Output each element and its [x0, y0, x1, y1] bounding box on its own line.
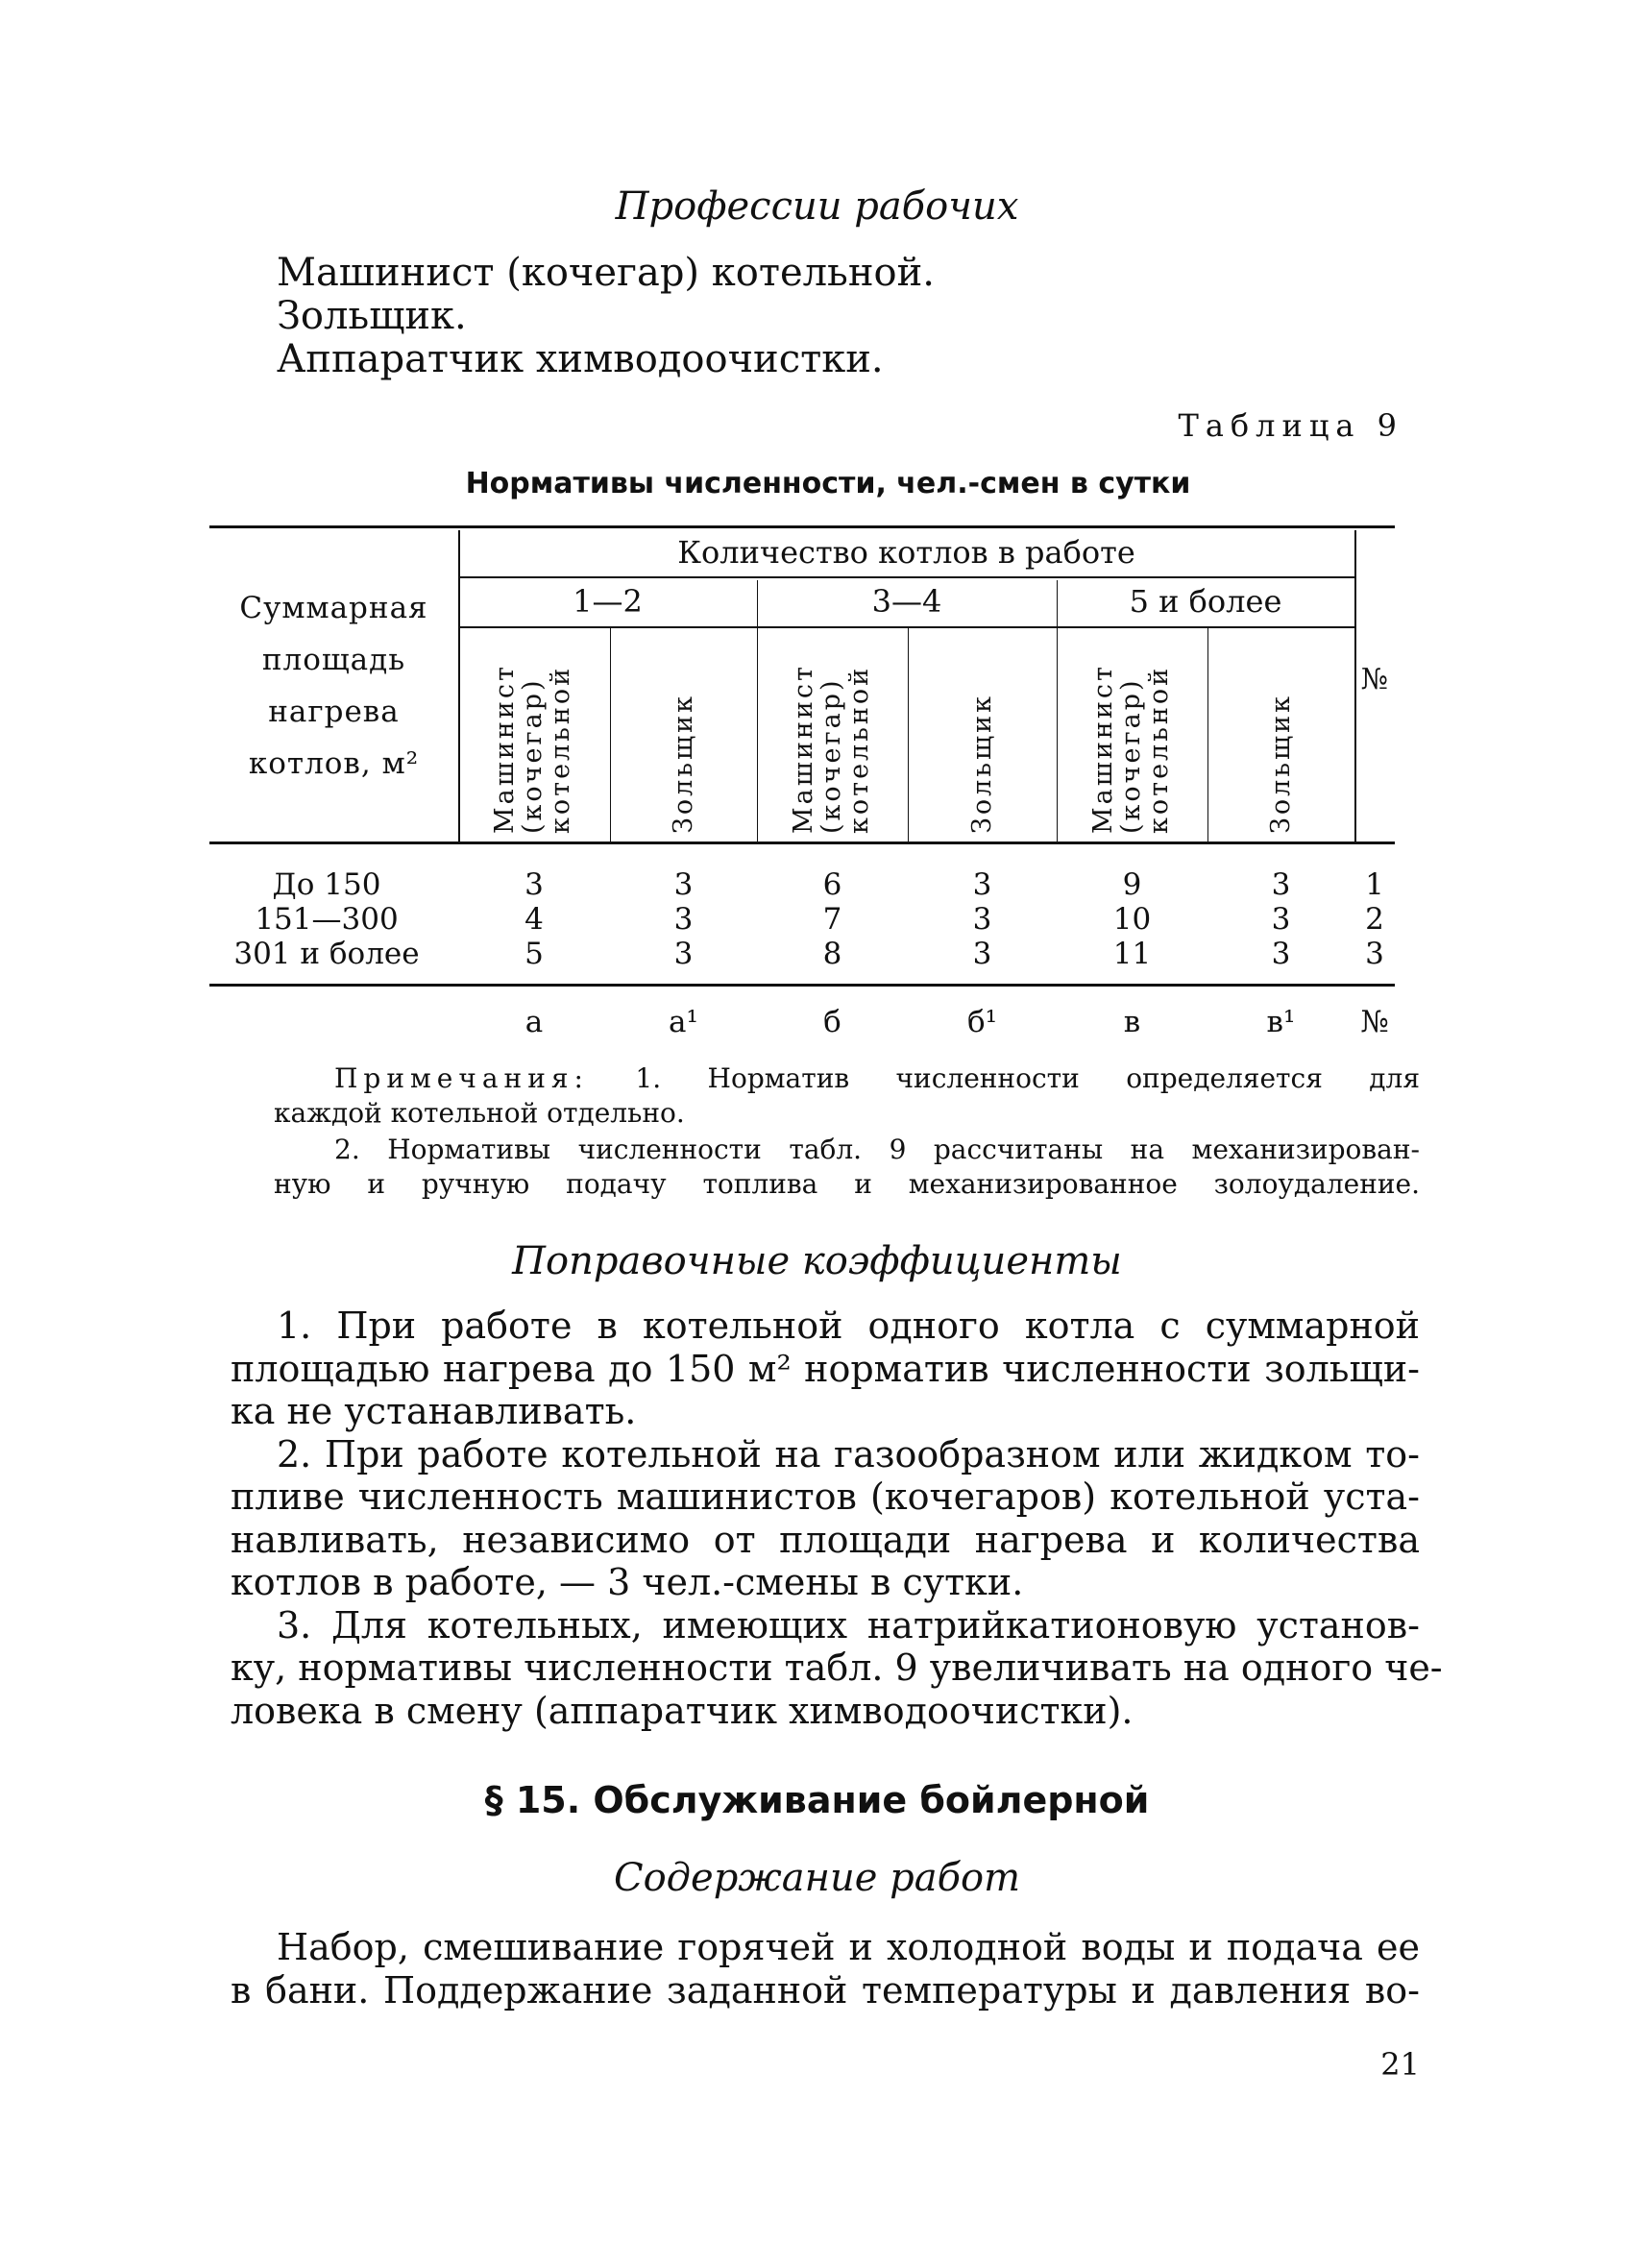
text-line: площадью нагрева до 150 м² норматив численности зольщи-	[231, 1347, 1420, 1390]
cell-value: 7	[822, 902, 842, 937]
profession-item: Зольщик.	[277, 294, 467, 338]
row-label: 151—300	[255, 902, 399, 937]
column-header	[908, 634, 1057, 834]
cell-value: 5	[524, 937, 544, 971]
profession-item: Машинист (кочегар) котельной.	[277, 251, 935, 295]
text-line: ку, нормативы численности табл. 9 увеличивать на одного че-	[231, 1646, 1443, 1689]
cell-value: 4	[524, 902, 544, 937]
text-line: Набор, смешивание горячей и холодной воды и подача ее	[277, 1926, 1420, 1968]
text-line: 3. Для котельных, имеющих натрийкатионовую установ-	[277, 1603, 1420, 1646]
row-label: 301 и более	[233, 937, 420, 971]
column-header	[458, 634, 610, 834]
notes-label: Примечания:	[334, 1062, 589, 1094]
column-letter: б¹	[966, 1005, 998, 1039]
row-number: 2	[1365, 902, 1384, 937]
cell-value: 3	[673, 937, 694, 971]
row-header	[209, 582, 458, 790]
row-number: 3	[1365, 937, 1384, 971]
row-label: До 150	[272, 867, 381, 902]
column-letter: б	[823, 1005, 841, 1039]
column-letter: а¹	[669, 1005, 698, 1039]
column-letter: в	[1123, 1005, 1141, 1039]
subgroup-rule	[458, 626, 1354, 628]
cell-value: 3	[1271, 867, 1291, 902]
corrections-title: Поправочные коэффициенты	[512, 1239, 1122, 1283]
table-bottom-rule	[209, 984, 1395, 987]
column-header-text: Машинист (кочегар) котельной	[788, 664, 874, 834]
text-line: котлов в работе, — 3 чел.-смены в сутки.	[231, 1561, 1024, 1603]
column-letter: в¹	[1266, 1005, 1296, 1039]
column-header	[610, 634, 757, 834]
header-bottom-rule	[209, 841, 1395, 844]
cell-value: 10	[1112, 902, 1152, 937]
cell-value: 6	[822, 867, 842, 902]
column-header-text: Зольщик	[669, 694, 698, 834]
text-line: ловека в смену (аппаратчик химводоочистки).	[231, 1689, 1134, 1732]
note-line: ную и ручную подачу топлива и механизированное золоудаление.	[274, 1168, 1420, 1200]
section-title: § 15. Обслуживание бойлерной	[484, 1779, 1150, 1821]
group-header: Количество котлов в работе	[677, 534, 1135, 571]
group-rule	[458, 576, 1354, 578]
profession-item: Аппаратчик химводоочистки.	[277, 337, 884, 381]
text-line: ка не устанавливать.	[231, 1390, 637, 1432]
column-header-text: Машинист (кочегар) котельной	[490, 664, 575, 834]
table-top-rule	[209, 525, 1395, 528]
column-header-text: Зольщик	[967, 694, 997, 834]
cell-value: 9	[1122, 867, 1142, 902]
professions-title: Профессии рабочих	[615, 184, 1019, 229]
column-header	[1207, 634, 1354, 834]
group-5-plus: 5 и более	[1129, 583, 1282, 620]
group-1-2: 1—2	[573, 583, 643, 620]
column-letter: №	[1360, 1005, 1389, 1039]
text-line: 2. При работе котельной на газообразном или жидком то-	[277, 1432, 1420, 1475]
cell-value: 3	[972, 902, 992, 937]
text-line: пливе численность машинистов (кочегаров) котельной уста-	[231, 1475, 1420, 1518]
cell-value: 3	[524, 867, 544, 902]
cell-value: 3	[673, 867, 694, 902]
row-header-line: Суммарная	[239, 591, 428, 625]
cell-value: 8	[822, 937, 842, 971]
row-header-line: котлов, м²	[248, 746, 420, 781]
text-line: в бани. Поддержание заданной температуры и давления во-	[231, 1968, 1420, 2012]
cell-value: 3	[1271, 937, 1291, 971]
column-header-text: Зольщик	[1266, 694, 1296, 834]
professions-list	[277, 252, 935, 381]
table-label: Таблица 9	[1178, 407, 1403, 444]
column-header-text: Машинист (кочегар) котельной	[1087, 664, 1174, 834]
column-letter: а	[524, 1005, 544, 1039]
text-line: 1. При работе в котельной одного котла с суммарной	[277, 1305, 1420, 1347]
cell-value: 3	[972, 937, 992, 971]
table-title: Нормативы численности, чел.-смен в сутки	[465, 467, 1191, 500]
note-line: каждой котельной отдельно.	[274, 1097, 685, 1129]
number-header: №	[1360, 663, 1389, 696]
column-header	[757, 634, 908, 834]
cell-value: 3	[972, 867, 992, 902]
row-number: 1	[1365, 867, 1384, 902]
cell-value: 3	[673, 902, 694, 937]
note-text: 1. Норматив численности определяется для	[635, 1062, 1420, 1094]
row-header-line: нагрева	[268, 695, 400, 729]
note-line: 2. Нормативы численности табл. 9 рассчитаны на механизирован-	[334, 1134, 1420, 1165]
page-number: 21	[1380, 2046, 1420, 2083]
section-subtitle: Содержание работ	[613, 1856, 1020, 1900]
cell-value: 3	[1271, 902, 1291, 937]
row-header-line: площадь	[261, 643, 406, 677]
cell-value: 11	[1112, 937, 1152, 971]
column-header	[1057, 634, 1207, 834]
text-line: навливать, независимо от площади нагрева и количества	[231, 1518, 1420, 1561]
note-line	[334, 1062, 1420, 1094]
group-3-4: 3—4	[871, 583, 942, 620]
